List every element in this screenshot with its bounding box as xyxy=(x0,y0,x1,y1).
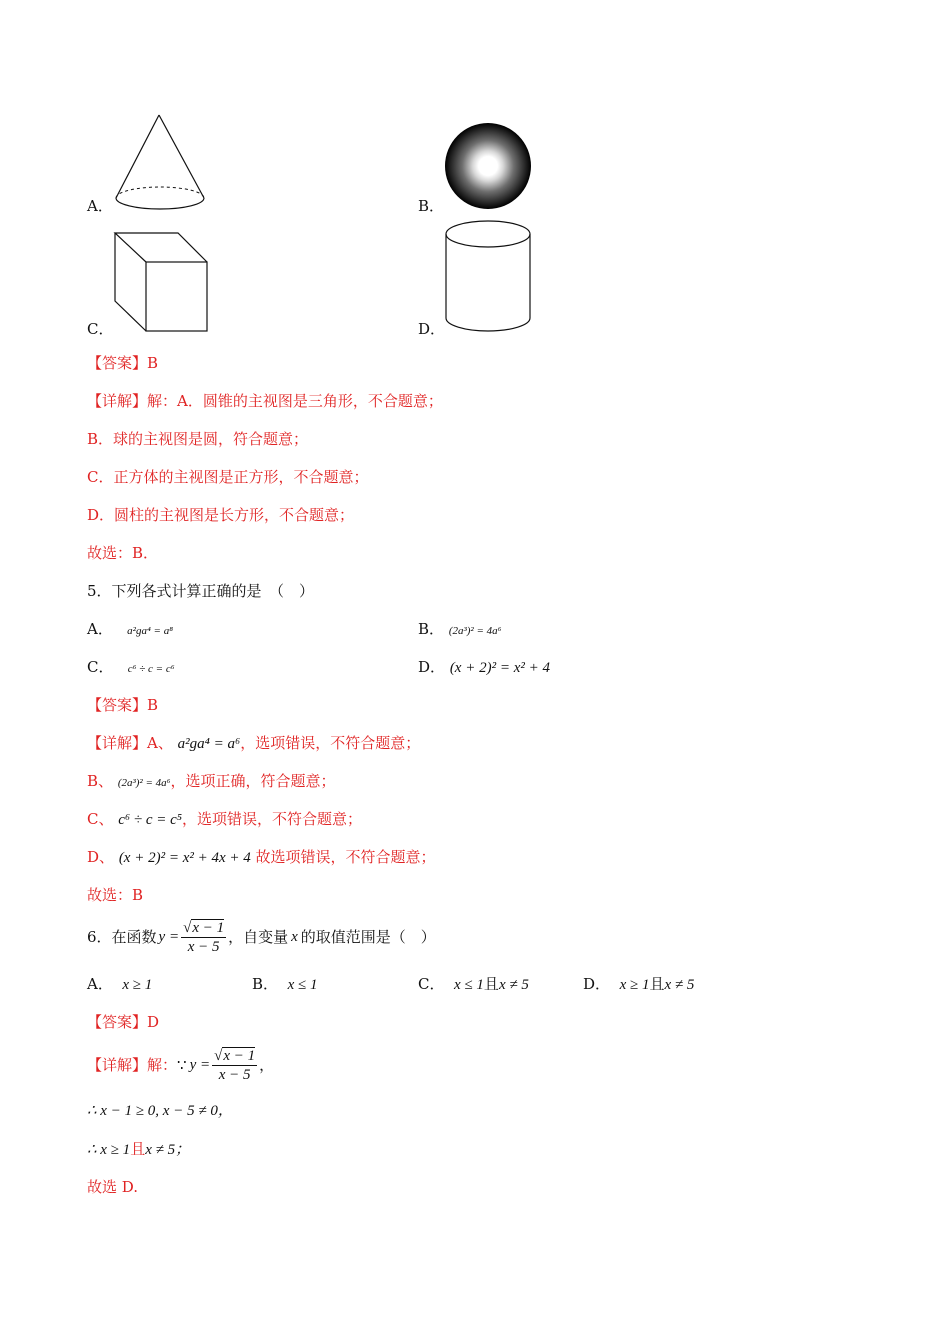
q5-detail-1-prefix: A、 xyxy=(147,734,173,752)
q6-detail-y: y = xyxy=(189,1057,211,1073)
q6-detail-line-2: ∴ x − 1 ≥ 0, x − 5 ≠ 0， xyxy=(87,1103,233,1119)
q4-detail-line-3: C．正方体的主视图是正方形，不合题意； xyxy=(87,468,369,486)
q6-detail-comma: ， xyxy=(259,1056,275,1074)
q6-detail-line-3 xyxy=(87,1139,190,1160)
q5-detail-line-3 xyxy=(87,809,362,830)
q6-option-d-and: 且 xyxy=(649,975,665,993)
q6-stem-y: y = xyxy=(158,929,180,945)
q5-detail-2-text: ，选项正确，符合题意； xyxy=(170,772,336,790)
q5-detail-3-formula: c⁶ ÷ c = c⁵ xyxy=(118,812,183,828)
q5-option-b-formula: (2a³)² = 4a⁶ xyxy=(448,625,502,637)
q6-detail-tag: 【详解】 xyxy=(87,1056,148,1074)
cylinder-figure xyxy=(444,218,534,336)
q5-detail-tag: 【详解】 xyxy=(87,734,148,752)
q6-detail-line-3-a: ∴ x ≥ 1 xyxy=(87,1142,131,1158)
q5-option-a-formula: a²ga⁴ = a⁸ xyxy=(127,625,174,637)
q5-option-a-label: A． xyxy=(87,620,113,638)
cone-figure xyxy=(110,112,210,214)
q4-detail-text-1: 解：A．圆锥的主视图是三角形，不合题意； xyxy=(147,392,443,410)
option-c-label: C． xyxy=(87,320,114,338)
q6-stem-frac-den: x − 5 xyxy=(187,938,220,955)
q5-option-d-formula: (x + 2)² = x² + 4 xyxy=(449,660,550,676)
q6-because-symbol: ∵ xyxy=(177,1056,187,1074)
q5-detail-1-formula: a²ga⁴ = a⁶ xyxy=(177,736,241,752)
q6-option-c-label: C． xyxy=(418,975,445,993)
option-a-label: A． xyxy=(87,197,113,215)
q6-stem-var: x xyxy=(291,929,298,945)
q5-option-c-label: C． xyxy=(87,658,114,676)
q6-stem-prefix: 6．在函数 xyxy=(87,928,157,946)
q6-detail-frac-num: x − 1 xyxy=(223,1047,256,1064)
q6-option-b-label: B． xyxy=(252,975,279,993)
q5-detail-line-2 xyxy=(87,771,336,793)
q6-option-c-and: 且 xyxy=(483,975,499,993)
q5-detail-line-1 xyxy=(87,733,420,754)
q5-option-c xyxy=(87,657,175,679)
q6-stem xyxy=(87,918,436,956)
q6-stem-suffix-a: ，自变量 xyxy=(228,928,289,946)
q5-answer: 【答案】B xyxy=(87,696,159,714)
q6-option-b-formula: x ≤ 1 xyxy=(287,977,318,993)
q5-option-d-label: D． xyxy=(418,658,446,676)
q5-detail-2-prefix: B、 xyxy=(87,772,114,790)
q6-answer: 【答案】D xyxy=(87,1013,160,1031)
q5-detail-4-prefix: D、 xyxy=(87,848,115,866)
q6-conclusion: 故选 D. xyxy=(87,1178,139,1196)
q6-option-d-formula-2: x ≠ 5 xyxy=(664,977,695,993)
q6-stem-fraction: $\frac{√x - 1}{x - 5}$ xyxy=(183,919,225,955)
q5-option-d xyxy=(418,657,550,678)
q5-option-b xyxy=(418,619,501,641)
q6-option-d-label: D． xyxy=(583,975,611,993)
q4-answer: 【答案】B xyxy=(87,354,159,372)
q6-option-a-label: A． xyxy=(87,975,113,993)
q5-option-b-label: B． xyxy=(418,620,445,638)
q6-option-c-formula-1: x ≤ 1 xyxy=(454,977,484,993)
q6-option-d-formula-1: x ≥ 1 xyxy=(619,977,650,993)
q6-stem-frac-num: x − 1 xyxy=(192,919,225,936)
q6-option-a xyxy=(87,974,152,995)
option-b-label: B． xyxy=(418,197,445,215)
q4-detail-line-2: B．球的主视图是圆，符合题意； xyxy=(87,430,309,448)
q5-detail-2-formula: (2a³)² = 4a⁶ xyxy=(117,777,171,789)
q5-detail-3-prefix: C、 xyxy=(87,810,114,828)
q5-stem: 5．下列各式计算正确的是 （ ） xyxy=(87,582,315,600)
q6-detail-fraction: $\frac{√x - 1}{x - 5}$ xyxy=(214,1047,256,1083)
q5-detail-line-4 xyxy=(87,847,436,868)
q6-option-a-formula: x ≥ 1 xyxy=(122,977,153,993)
q6-option-d xyxy=(583,974,694,995)
q6-option-b xyxy=(252,974,317,995)
q5-detail-3-text: ，选项错误，不符合题意； xyxy=(182,810,363,828)
q6-stem-suffix-b: 的取值范围是（ ） xyxy=(300,928,436,946)
q6-option-c-formula-2: x ≠ 5 xyxy=(498,977,529,993)
q4-conclusion: 故选：B． xyxy=(87,544,159,562)
option-d-label: D． xyxy=(418,320,446,338)
q5-conclusion: 故选：B xyxy=(87,886,144,904)
q5-detail-4-formula: (x + 2)² = x² + 4x + 4 xyxy=(118,850,251,866)
q5-option-c-formula: c⁶ ÷ c = c⁶ xyxy=(127,663,175,675)
q6-detail-line-3-b: x ≠ 5； xyxy=(145,1142,191,1158)
cube-figure xyxy=(110,230,212,336)
q4-detail-line-4: D．圆柱的主视图是长方形，不合题意； xyxy=(87,506,355,524)
q5-option-a xyxy=(87,619,173,641)
sphere-figure xyxy=(444,122,534,212)
q5-detail-1-text: ，选项错误，不符合题意； xyxy=(240,734,421,752)
q6-option-c xyxy=(418,974,529,995)
q6-detail-frac-den: x − 5 xyxy=(218,1066,251,1083)
q6-detail-line-1 xyxy=(87,1046,274,1084)
q6-detail-prefix: 解： xyxy=(147,1056,178,1074)
q5-detail-4-text: 故选项错误，不符合题意； xyxy=(255,848,436,866)
q4-detail-tag: 【详解】 xyxy=(87,392,148,410)
q4-detail-line-1 xyxy=(87,391,443,411)
q6-detail-line-3-and: 且 xyxy=(130,1140,146,1158)
